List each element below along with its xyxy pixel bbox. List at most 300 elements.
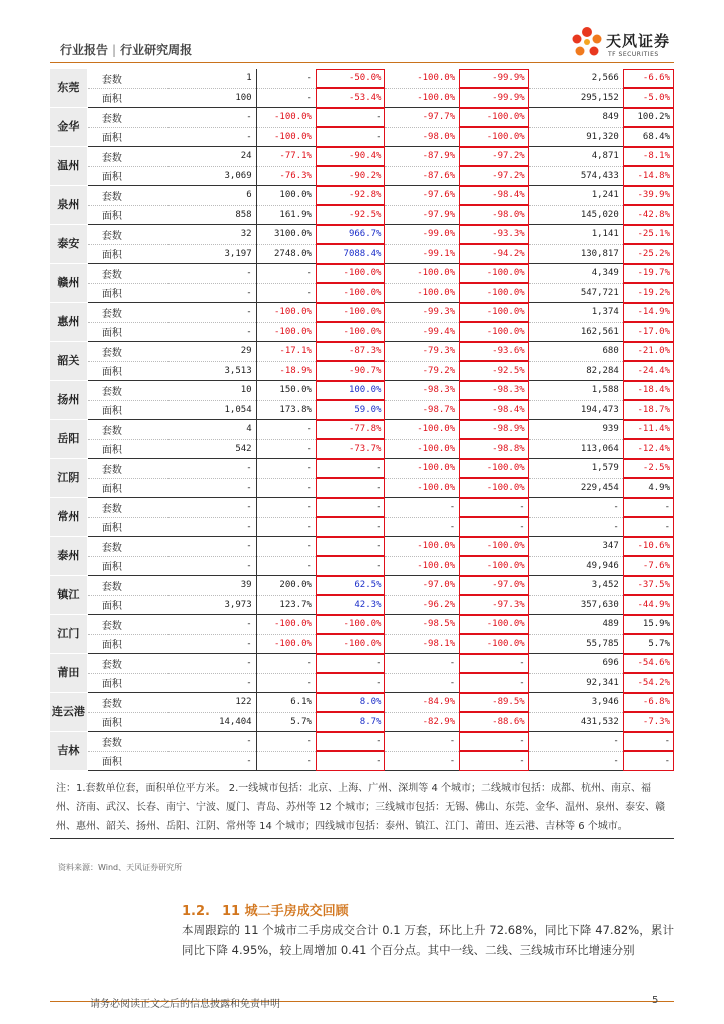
value-cell: - <box>256 751 316 771</box>
value-cell: - <box>623 751 674 771</box>
value-cell: -6.8% <box>623 693 674 713</box>
value-cell: -25.2% <box>623 244 674 264</box>
section-title: 11 城二手房成交回顾 <box>221 904 349 919</box>
city-name-cell: 连云港 <box>50 693 87 732</box>
metric-label-cell: 面积 <box>87 595 167 615</box>
city-name-cell: 温州 <box>50 147 87 186</box>
metric-label-cell: 面积 <box>87 127 167 147</box>
table-row <box>50 283 674 303</box>
value-cell: 1,241 <box>529 186 623 206</box>
value-cell: - <box>529 498 623 518</box>
value-cell: 162,561 <box>529 322 623 342</box>
value-cell: -42.8% <box>623 205 674 225</box>
city-name-cell: 韶关 <box>50 342 87 381</box>
value-cell: 8.0% <box>316 693 386 713</box>
value-cell: -100.0% <box>385 459 459 479</box>
value-cell: -92.5% <box>459 361 529 381</box>
value-cell: -19.7% <box>623 264 674 284</box>
value-cell: -100.0% <box>385 478 459 498</box>
brand-logo <box>568 24 678 64</box>
value-cell: -100.0% <box>385 283 459 303</box>
value-cell: - <box>316 556 386 576</box>
table-row <box>50 225 674 245</box>
value-cell: - <box>256 498 316 518</box>
value-cell: -54.6% <box>623 654 674 674</box>
table-row <box>50 88 674 108</box>
data-source: 资料来源：Wind、天风证券研究所 <box>58 863 183 872</box>
city-name-cell: 扬州 <box>50 381 87 420</box>
table-row <box>50 673 674 693</box>
metric-label-cell: 面积 <box>87 361 167 381</box>
metric-label-cell: 套数 <box>87 186 167 206</box>
value-cell: -73.7% <box>316 439 386 459</box>
value-cell: - <box>316 732 386 752</box>
value-cell: - <box>256 459 316 479</box>
value-cell: -2.5% <box>623 459 674 479</box>
table-row <box>50 166 674 186</box>
city-name-cell: 惠州 <box>50 303 87 342</box>
value-cell: 145,020 <box>529 205 623 225</box>
transaction-table <box>50 69 674 771</box>
value-cell: - <box>168 459 256 479</box>
value-cell: 150.0% <box>256 381 316 401</box>
table-row <box>50 303 674 323</box>
value-cell: 123.7% <box>256 595 316 615</box>
value-cell: -100.0% <box>385 88 459 108</box>
value-cell: - <box>459 732 529 752</box>
value-cell: -10.6% <box>623 537 674 557</box>
value-cell: -19.2% <box>623 283 674 303</box>
value-cell: -100.0% <box>385 537 459 557</box>
value-cell: 3100.0% <box>256 225 316 245</box>
value-cell: - <box>168 303 256 323</box>
table-row <box>50 732 674 752</box>
value-cell: - <box>316 517 386 537</box>
value-cell: 32 <box>168 225 256 245</box>
value-cell: 966.7% <box>316 225 386 245</box>
value-cell: - <box>256 673 316 693</box>
value-cell: - <box>256 88 316 108</box>
value-cell: - <box>459 498 529 518</box>
value-cell: 14,404 <box>168 712 256 732</box>
value-cell: 4,349 <box>529 264 623 284</box>
value-cell: -100.0% <box>256 634 316 654</box>
value-cell: - <box>168 654 256 674</box>
value-cell: -100.0% <box>316 634 386 654</box>
metric-label-cell: 面积 <box>87 673 167 693</box>
value-cell: -39.9% <box>623 186 674 206</box>
value-cell: 29 <box>168 342 256 362</box>
metric-label-cell: 套数 <box>87 576 167 596</box>
value-cell: 62.5% <box>316 576 386 596</box>
value-cell: -82.9% <box>385 712 459 732</box>
value-cell: - <box>316 459 386 479</box>
table-row <box>50 517 674 537</box>
table-row <box>50 712 674 732</box>
value-cell: - <box>168 478 256 498</box>
value-cell: - <box>168 517 256 537</box>
value-cell: -99.9% <box>459 69 529 88</box>
value-cell: -100.0% <box>459 322 529 342</box>
value-cell: 939 <box>529 420 623 440</box>
value-cell: -97.6% <box>385 186 459 206</box>
metric-label-cell: 套数 <box>87 303 167 323</box>
value-cell: -99.4% <box>385 322 459 342</box>
value-cell: -100.0% <box>316 264 386 284</box>
value-cell: 49,946 <box>529 556 623 576</box>
value-cell: -99.3% <box>385 303 459 323</box>
value-cell: 431,532 <box>529 712 623 732</box>
value-cell: 5.7% <box>623 634 674 654</box>
metric-label-cell: 套数 <box>87 225 167 245</box>
value-cell: -100.0% <box>459 108 529 128</box>
value-cell: -98.0% <box>459 205 529 225</box>
metric-label-cell: 面积 <box>87 283 167 303</box>
value-cell: -84.9% <box>385 693 459 713</box>
value-cell: -98.4% <box>459 400 529 420</box>
metric-label-cell: 面积 <box>87 322 167 342</box>
value-cell: -11.4% <box>623 420 674 440</box>
value-cell: 194,473 <box>529 400 623 420</box>
value-cell: -97.0% <box>459 576 529 596</box>
brand-name-en: TF SECURITIES <box>608 51 659 58</box>
metric-label-cell: 套数 <box>87 537 167 557</box>
value-cell: 42.3% <box>316 595 386 615</box>
value-cell: - <box>459 517 529 537</box>
value-cell: 6 <box>168 186 256 206</box>
value-cell: -77.8% <box>316 420 386 440</box>
value-cell: 1,054 <box>168 400 256 420</box>
value-cell: -96.2% <box>385 595 459 615</box>
table-row <box>50 127 674 147</box>
metric-label-cell: 套数 <box>87 693 167 713</box>
city-name-cell: 东莞 <box>50 69 87 108</box>
table-row <box>50 342 674 362</box>
value-cell: - <box>385 498 459 518</box>
metric-label-cell: 面积 <box>87 166 167 186</box>
value-cell: - <box>168 673 256 693</box>
footer-disclaimer: 请务必阅读正文之后的信息披露和免责申明 <box>90 999 280 1010</box>
value-cell: 295,152 <box>529 88 623 108</box>
value-cell: 59.0% <box>316 400 386 420</box>
value-cell: - <box>256 732 316 752</box>
value-cell: - <box>316 654 386 674</box>
value-cell: -99.0% <box>385 225 459 245</box>
value-cell: -77.1% <box>256 147 316 167</box>
table-row <box>50 361 674 381</box>
value-cell: -100.0% <box>459 283 529 303</box>
value-cell: - <box>385 654 459 674</box>
value-cell: 357,630 <box>529 595 623 615</box>
value-cell: 696 <box>529 654 623 674</box>
value-cell: -87.3% <box>316 342 386 362</box>
metric-label-cell: 套数 <box>87 342 167 362</box>
header-separator: | <box>112 43 117 57</box>
value-cell: 122 <box>168 693 256 713</box>
metric-label-cell: 面积 <box>87 439 167 459</box>
value-cell: 3,069 <box>168 166 256 186</box>
city-name-cell: 金华 <box>50 108 87 147</box>
metric-label-cell: 套数 <box>87 264 167 284</box>
value-cell: -100.0% <box>256 108 316 128</box>
value-cell: -50.0% <box>316 69 386 88</box>
metric-label-cell: 套数 <box>87 654 167 674</box>
value-cell: - <box>168 751 256 771</box>
value-cell: - <box>168 264 256 284</box>
value-cell: - <box>316 127 386 147</box>
report-header-title <box>60 41 192 58</box>
value-cell: 3,946 <box>529 693 623 713</box>
value-cell: 8.7% <box>316 712 386 732</box>
value-cell: - <box>385 673 459 693</box>
value-cell: 3,452 <box>529 576 623 596</box>
table-row <box>50 147 674 167</box>
value-cell: - <box>256 283 316 303</box>
value-cell: - <box>168 556 256 576</box>
value-cell: 10 <box>168 381 256 401</box>
city-name-cell: 泰安 <box>50 225 87 264</box>
value-cell: -93.3% <box>459 225 529 245</box>
value-cell: - <box>256 264 316 284</box>
value-cell: - <box>529 517 623 537</box>
value-cell: -79.3% <box>385 342 459 362</box>
value-cell: - <box>623 517 674 537</box>
metric-label-cell: 面积 <box>87 751 167 771</box>
value-cell: 100.0% <box>316 381 386 401</box>
table-row <box>50 264 674 284</box>
value-cell: -98.9% <box>459 420 529 440</box>
value-cell: - <box>256 654 316 674</box>
value-cell: -97.2% <box>459 166 529 186</box>
value-cell: -100.0% <box>459 264 529 284</box>
table-row <box>50 244 674 264</box>
value-cell: - <box>256 69 316 88</box>
value-cell: -100.0% <box>385 69 459 88</box>
value-cell: - <box>623 732 674 752</box>
value-cell: -44.9% <box>623 595 674 615</box>
value-cell: 113,064 <box>529 439 623 459</box>
value-cell: 55,785 <box>529 634 623 654</box>
value-cell: -8.1% <box>623 147 674 167</box>
value-cell: - <box>316 537 386 557</box>
value-cell: 24 <box>168 147 256 167</box>
city-name-cell: 泰州 <box>50 537 87 576</box>
value-cell: -14.9% <box>623 303 674 323</box>
value-cell: -97.0% <box>385 576 459 596</box>
metric-label-cell: 面积 <box>87 517 167 537</box>
value-cell: -99.9% <box>459 88 529 108</box>
value-cell: 2,566 <box>529 69 623 88</box>
city-name-cell: 江阴 <box>50 459 87 498</box>
value-cell: 68.4% <box>623 127 674 147</box>
value-cell: -88.6% <box>459 712 529 732</box>
table-row <box>50 478 674 498</box>
value-cell: -100.0% <box>459 459 529 479</box>
value-cell: 849 <box>529 108 623 128</box>
value-cell: -100.0% <box>316 283 386 303</box>
value-cell: 4,871 <box>529 147 623 167</box>
value-cell: - <box>168 127 256 147</box>
value-cell: -98.4% <box>459 186 529 206</box>
value-cell: -100.0% <box>459 634 529 654</box>
value-cell: - <box>168 498 256 518</box>
value-cell: 547,721 <box>529 283 623 303</box>
value-cell: -37.5% <box>623 576 674 596</box>
value-cell: -100.0% <box>385 420 459 440</box>
value-cell: -100.0% <box>459 303 529 323</box>
value-cell: -100.0% <box>459 556 529 576</box>
value-cell: - <box>385 517 459 537</box>
value-cell: -100.0% <box>256 615 316 635</box>
value-cell: -100.0% <box>256 303 316 323</box>
value-cell: - <box>168 108 256 128</box>
value-cell: - <box>256 517 316 537</box>
value-cell: 3,197 <box>168 244 256 264</box>
value-cell: -100.0% <box>459 127 529 147</box>
table-row <box>50 420 674 440</box>
value-cell: -98.0% <box>385 127 459 147</box>
metric-label-cell: 面积 <box>87 205 167 225</box>
value-cell: -100.0% <box>256 322 316 342</box>
value-cell: -24.4% <box>623 361 674 381</box>
value-cell: 161.9% <box>256 205 316 225</box>
value-cell: -100.0% <box>385 439 459 459</box>
value-cell: -92.5% <box>316 205 386 225</box>
value-cell: -100.0% <box>459 478 529 498</box>
transaction-table-body <box>50 69 674 771</box>
value-cell: - <box>623 498 674 518</box>
report-subtype-label: 行业研究周报 <box>120 43 193 57</box>
value-cell: -7.6% <box>623 556 674 576</box>
value-cell: 1 <box>168 69 256 88</box>
value-cell: 91,320 <box>529 127 623 147</box>
value-cell: - <box>168 537 256 557</box>
table-row <box>50 595 674 615</box>
value-cell: -98.8% <box>459 439 529 459</box>
header-divider <box>50 62 674 63</box>
value-cell: -53.4% <box>316 88 386 108</box>
value-cell: 574,433 <box>529 166 623 186</box>
metric-label-cell: 套数 <box>87 459 167 479</box>
value-cell: -17.0% <box>623 322 674 342</box>
value-cell: -79.2% <box>385 361 459 381</box>
table-row <box>50 556 674 576</box>
metric-label-cell: 面积 <box>87 712 167 732</box>
value-cell: -89.5% <box>459 693 529 713</box>
metric-label-cell: 套数 <box>87 147 167 167</box>
value-cell: 39 <box>168 576 256 596</box>
value-cell: - <box>256 556 316 576</box>
value-cell: -97.2% <box>459 147 529 167</box>
value-cell: -18.4% <box>623 381 674 401</box>
body-paragraph: 本周跟踪的 11 个城市二手房成交合计 0.1 万套，环比上升 72.68%，同比下降 47.82%，累计同比下降 4.95%，较上周增加 0.41 个百分点。其中一线、二线、三线城市环比增速分别 <box>182 923 674 957</box>
value-cell: -97.7% <box>385 108 459 128</box>
value-cell: 5.7% <box>256 712 316 732</box>
table-row <box>50 381 674 401</box>
value-cell: -18.9% <box>256 361 316 381</box>
value-cell: -90.2% <box>316 166 386 186</box>
table-row <box>50 634 674 654</box>
value-cell: 229,454 <box>529 478 623 498</box>
value-cell: -97.9% <box>385 205 459 225</box>
value-cell: - <box>385 732 459 752</box>
value-cell: -92.8% <box>316 186 386 206</box>
value-cell: -100.0% <box>459 615 529 635</box>
value-cell: 3,513 <box>168 361 256 381</box>
value-cell: - <box>168 283 256 303</box>
value-cell: -76.3% <box>256 166 316 186</box>
value-cell: - <box>256 420 316 440</box>
value-cell: 858 <box>168 205 256 225</box>
value-cell: 100.2% <box>623 108 674 128</box>
value-cell: - <box>316 673 386 693</box>
value-cell: 82,284 <box>529 361 623 381</box>
value-cell: -6.6% <box>623 69 674 88</box>
value-cell: - <box>256 439 316 459</box>
city-name-cell: 莆田 <box>50 654 87 693</box>
value-cell: -87.6% <box>385 166 459 186</box>
section-number: 1.2. <box>182 904 210 919</box>
value-cell: -100.0% <box>316 322 386 342</box>
metric-label-cell: 套数 <box>87 381 167 401</box>
value-cell: - <box>459 673 529 693</box>
value-cell: 1,374 <box>529 303 623 323</box>
metric-label-cell: 套数 <box>87 420 167 440</box>
value-cell: -5.0% <box>623 88 674 108</box>
value-cell: 2748.0% <box>256 244 316 264</box>
metric-label-cell: 套数 <box>87 732 167 752</box>
value-cell: -14.8% <box>623 166 674 186</box>
metric-label-cell: 面积 <box>87 478 167 498</box>
value-cell: -98.3% <box>385 381 459 401</box>
value-cell: - <box>316 751 386 771</box>
value-cell: -87.9% <box>385 147 459 167</box>
table-row <box>50 400 674 420</box>
city-name-cell: 常州 <box>50 498 87 537</box>
value-cell: - <box>316 108 386 128</box>
table-row <box>50 69 674 88</box>
city-name-cell: 岳阳 <box>50 420 87 459</box>
value-cell: -17.1% <box>256 342 316 362</box>
value-cell: - <box>256 537 316 557</box>
report-type-label: 行业报告 <box>60 43 109 57</box>
city-name-cell: 吉林 <box>50 732 87 771</box>
value-cell: -94.2% <box>459 244 529 264</box>
table-row <box>50 459 674 479</box>
value-cell: 130,817 <box>529 244 623 264</box>
value-cell: - <box>168 732 256 752</box>
value-cell: 100 <box>168 88 256 108</box>
table-row <box>50 576 674 596</box>
table-row <box>50 615 674 635</box>
metric-label-cell: 套数 <box>87 69 167 88</box>
value-cell: - <box>316 478 386 498</box>
value-cell: - <box>168 322 256 342</box>
value-cell: - <box>459 751 529 771</box>
value-cell: -100.0% <box>316 303 386 323</box>
table-row <box>50 186 674 206</box>
value-cell: 1,579 <box>529 459 623 479</box>
metric-label-cell: 面积 <box>87 634 167 654</box>
metric-label-cell: 面积 <box>87 400 167 420</box>
brand-logo-icon <box>568 24 606 62</box>
value-cell: 4.9% <box>623 478 674 498</box>
value-cell: 347 <box>529 537 623 557</box>
value-cell: -12.4% <box>623 439 674 459</box>
metric-label-cell: 面积 <box>87 556 167 576</box>
value-cell: - <box>385 751 459 771</box>
city-name-cell: 镇江 <box>50 576 87 615</box>
